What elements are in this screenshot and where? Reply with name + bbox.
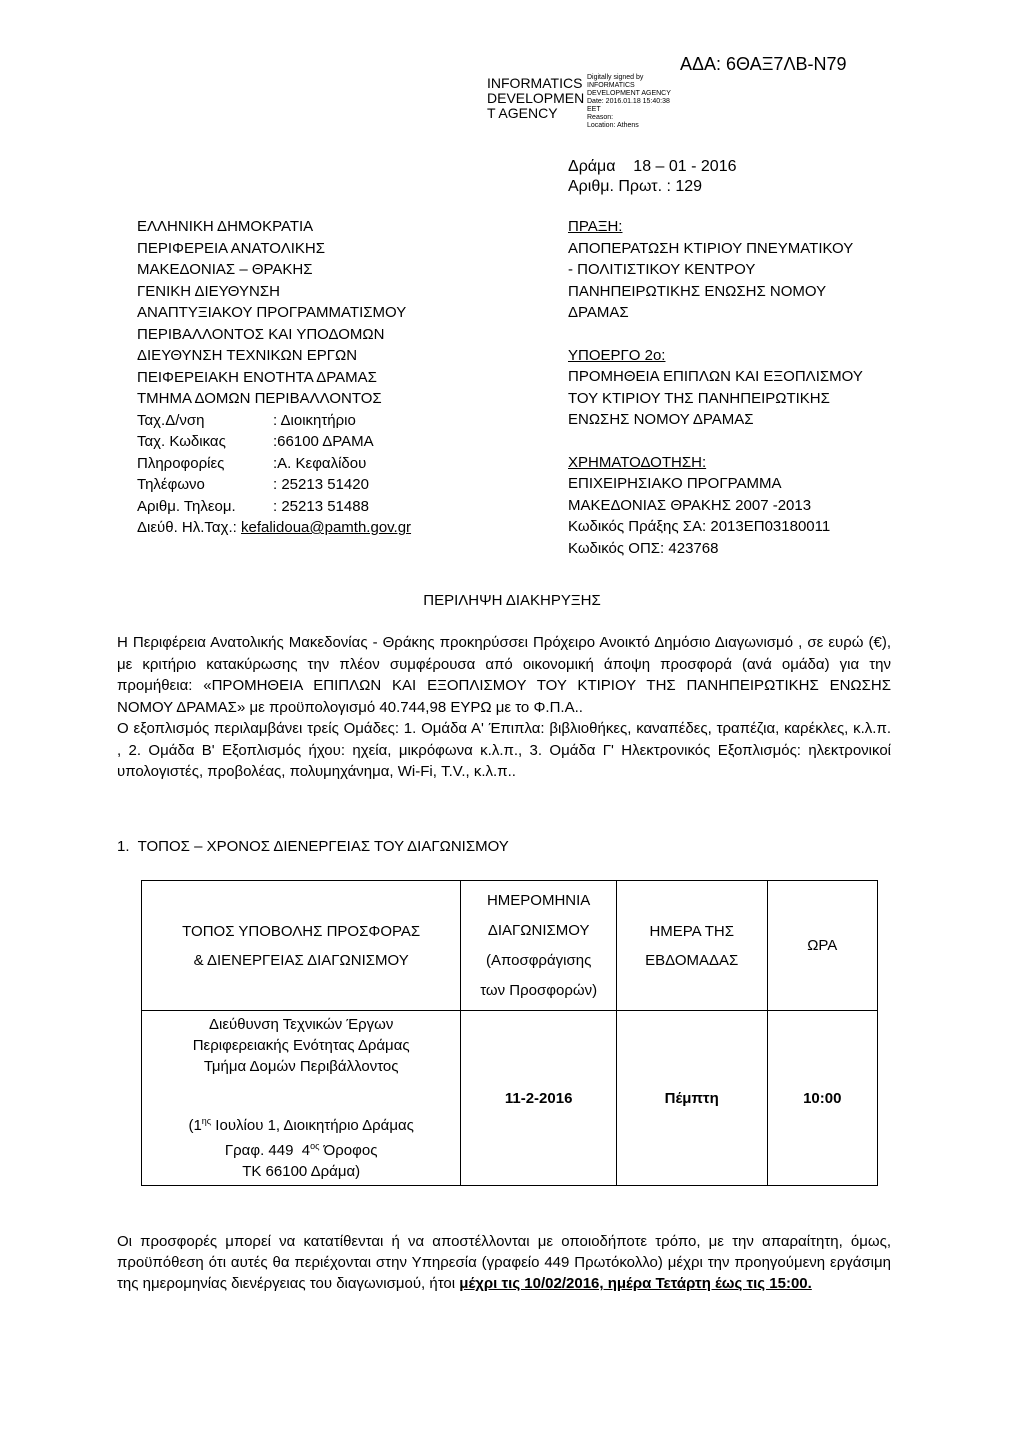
agency-name: INFORMATICS DEVELOPMEN T AGENCY [487, 75, 585, 121]
header-day: ΗΜΕΡΑ ΤΗΣ ΕΒΔΟΜΑΔΑΣ [616, 881, 767, 1011]
summary-paragraph: Η Περιφέρεια Ανατολικής Μακεδονίας - Θράκης προκηρύσσει Πρόχειρο Ανοικτό Δημόσιο Διαγωνισμό , σε ευρώ (€), με κριτήριο κατακύρωσης την πλέον συμφέρουσα από οικονομική άποψη προσφορά (ανά ομάδα) για την προμήθεια: «ΠΡΟΜΗΘΕΙΑ ΕΠΙΠΛΩΝ ΚΑΙ ΕΞΟΠΛΙΣΜΟΥ ΤΟΥ ΚΤΙΡΙΟΥ ΤΗΣ ΠΑΝΗΠΕΙΡΩΤΙΚΗΣ ΕΝΩΣΗΣ ΝΟΜΟΥ ΔΡΑΜΑΣ» με προϋπολογισμό 40.744,98 ΕΥΡΩ με το Φ.Π.Α.. [117, 634, 891, 716]
ypoergo-heading: ΥΠΟΕΡΓΟ 2ο: [568, 346, 666, 364]
authority-block: ΕΛΛΗΝΙΚΗ ΔΗΜΟΚΡΑΤΙΑ ΠΕΡΙΦΕΡΕΙΑ ΑΝΑΤΟΛΙΚΗΣ ΜΑΚΕΔΟΝΙΑΣ – ΘΡΑΚΗΣ ΓΕΝΙΚΗ ΔΙΕΥΘΥΝΣΗ ΑΝΑΠΤΥΞΙΑΚΟΥ ΠΡΟΓΡΑΜΜΑΤΙΣΜΟΥ ΠΕΡΙΒΑΛΛΟΝΤΟΣ ΚΑΙ ΥΠΟΔΟΜΩΝ ΔΙΕΥΘΥΝΣΗ ΤΕΧΝΙΚΩΝ ΕΡΓΩΝ ΠΕΙΦΕΡΕΙΑΚΗ ΕΝΟΤΗΤΑ ΔΡΑΜΑΣ ΤΜΗΜΑ ΔΟΜΩΝ ΠΕΡΙΒΑΛΛΟΝΤΟΣ Ταχ.Δ/νση : Διοικητήριο Ταχ. Κωδικας :66100 ΔΡΑΜΑ Πληροφορίες :Α. Κεφαλίδου Τηλέφωνο : 25213 51420 Αριθμ. Τηλεομ. : 25213 51488 Διεύθ. Ηλ.Ταχ.: kefalidoua@pamth.gov.gr [137, 216, 517, 539]
deadline-text: μέχρι τις 10/02/2016, ημέρα Τετάρτη έως τις 15:00. [459, 1275, 812, 1292]
digital-signature: Digitally signed by INFORMATICS DEVELOPMENT AGENCY Date: 2016.01.18 15:40:38 EET Reason: Location: Athens [587, 74, 671, 129]
header-date: ΗΜΕΡΟΜΗΝΙΑ ΔΙΑΓΩΝΙΣΜΟΥ (Αποσφράγισης των Προσφορών) [461, 881, 617, 1011]
praxi-heading: ΠΡΑΞΗ: [568, 218, 623, 235]
address-line: ΤΚ 66100 Δράμα) [242, 1163, 361, 1180]
project-block: ΠΡΑΞΗ: ΑΠΟΠΕΡΑΤΩΣΗ ΚΤΙΡΙΟΥ ΠΝΕΥΜΑΤΙΚΟΥ - ΠΟΛΙΤΙΣΤΙΚΟΥ ΚΕΝΤΡΟΥ ΠΑΝΗΠΕΙΡΩΤΙΚΗΣ ΕΝΩΣΗΣ ΝΟΜΟΥ ΔΡΑΜΑΣ ΥΠΟΕΡΓΟ 2ο: ΠΡΟΜΗΘΕΙΑ ΕΠΙΠΛΩΝ ΚΑΙ ΕΞΟΠΛΙΣΜΟΥ ΤΟΥ ΚΤΙΡΙΟΥ ΤΗΣ ΠΑΝΗΠΕΙΡΩΤΙΚΗΣ ΕΝΩΣΗΣ ΝΟΜΟΥ ΔΡΑΜΑΣ ΧΡΗΜΑΤΟΔΟΤΗΣΗ: ΕΠΙΧΕΙΡΗΣΙΑΚΟ ΠΡΟΓΡΑΜΜΑ ΜΑΚΕΔΟΝΙΑΣ ΘΡΑΚΗΣ 2007 -2013 Κωδικός Πράξης ΣΑ: 2013ΕΠ03180011 Κωδικός ΟΠΣ: 423768 [568, 216, 988, 559]
summary-body [117, 632, 891, 783]
date-protocol [568, 157, 736, 197]
place-cell: Διεύθυνση Τεχνικών Έργων Περιφερειακής Ενότητας Δράμας Τμήμα Δομών Περιβάλλοντος ($1^{\eta\varsigma}$ Ιουλίου 1, Διοικητήριο Δράμας Γραφ. 449 $4^{o\varsigma}$ Όροφος ΤΚ 66100 Δράμα) [142, 1011, 461, 1186]
summary-title: ΠΕΡΙΛΗΨΗ ΔΙΑΚΗΡΥΞΗΣ [423, 592, 601, 609]
contact-row: Πληροφορίες :Α. Κεφαλίδου [137, 454, 367, 472]
email-link[interactable]: kefalidoua@pamth.gov.gr [241, 519, 412, 536]
contact-row: Ταχ. Κωδικας :66100 ΔΡΑΜΑ [137, 433, 374, 450]
time-cell: 10:00 [767, 1011, 877, 1186]
day-cell: Πέμπτη [616, 1011, 767, 1186]
contact-row: Τηλέφωνο : 25213 51420 [137, 476, 369, 493]
submission-note: Οι προσφορές μπορεί να κατατίθενται ή να αποστέλλονται με οποιοδήποτε τρόπο, με την απαραίτητη, όμως, προϋπόθεση ότι αυτές θα περιέχονται στην Υπηρεσία (γραφείο 449 Πρωτόκολλο) μέχρι την προηγούμενη εργάσιμη της ημερομηνίας διενέργειας του διαγωνισμού, ήτοι μέχρι τις 10/02/2016, ημέρα Τετάρτη έως τις 15:00. [117, 1233, 891, 1292]
document-date: Δράμα 18 – 01 - 2016 [568, 158, 737, 175]
date-cell: 11-2-2016 [461, 1011, 617, 1186]
table-header-row [142, 881, 878, 1011]
schedule-table [141, 880, 878, 1186]
section-heading: 1. ΤΟΠΟΣ – ΧΡΟΝΟΣ ΔΙΕΝΕΡΓΕΙΑΣ ΤΟΥ ΔΙΑΓΩΝΙΣΜΟΥ [117, 838, 509, 855]
groups-paragraph: Ο εξοπλισμός περιλαμβάνει τρείς Ομάδες: 1. Ομάδα Α' Έπιπλα: βιβλιοθήκες, καναπέδες, τραπέζια, καρέκλες, κ.λ.π. , 2. Ομάδα Β' Εξοπλισμός ήχου: ηχεία, μικρόφωνα κ.λ.π., 3. Ομάδα Γ' Ηλεκτρονικός Εξοπλισμός: ηλεκτρονικοί υπολογιστές, προβολέας, πολυμηχάνημα, Wi-Fi, Τ.V., κ.λ.π.. [117, 720, 891, 780]
table-row [142, 1011, 878, 1186]
contact-row: Αριθμ. Τηλεομ. : 25213 51488 [137, 497, 369, 515]
funding-heading: ΧΡΗΜΑΤΟΔΟΤΗΣΗ: [568, 453, 707, 471]
contact-row: Ταχ.Δ/νση : Διοικητήριο [137, 411, 356, 429]
header-place: ΤΟΠΟΣ ΥΠΟΒΟΛΗΣ ΠΡΟΣΦΟΡΑΣ & ΔΙΕΝΕΡΓΕΙΑΣ ΔΙΑΓΩΝΙΣΜΟΥ [142, 881, 461, 1011]
email-row: Διεύθ. Ηλ.Ταχ.: kefalidoua@pamth.gov.gr [137, 517, 517, 539]
ada-code: ΑΔΑ: 6ΘΑΞ7ΛΒ-Ν79 [680, 54, 847, 74]
header-time: ΩΡΑ [767, 881, 877, 1011]
address-line: ($1^{\eta\varsigma}$ Ιουλίου 1, Διοικητήριο Δράμας [188, 1116, 414, 1134]
protocol-number: Αριθμ. Πρωτ. : 129 [568, 178, 703, 195]
address-line: Γραφ. 449 $4^{o\varsigma}$ Όροφος [224, 1141, 378, 1159]
